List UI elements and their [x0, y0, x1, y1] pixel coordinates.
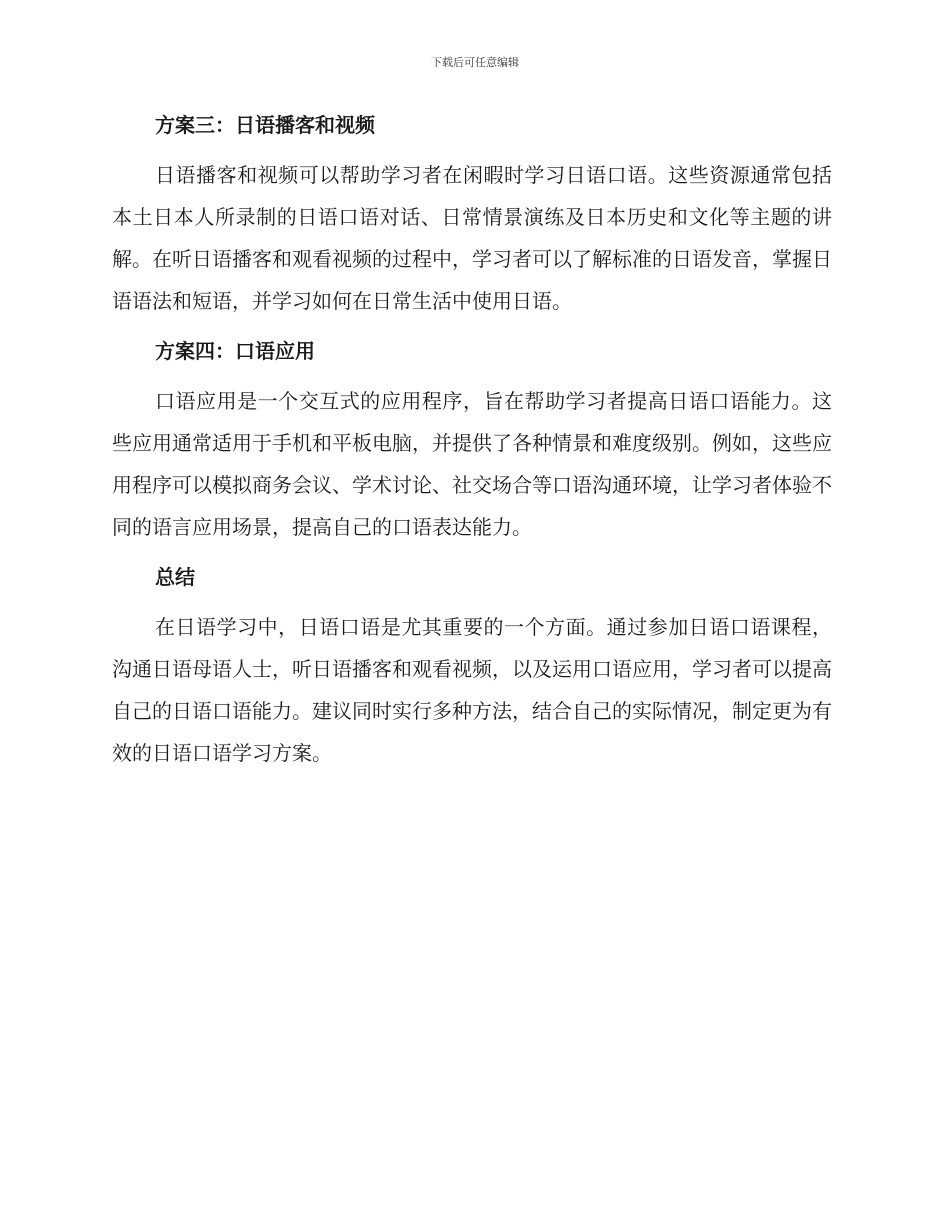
section-heading-summary: 总结 — [155, 565, 195, 589]
section-body-plan-three: 日语播客和视频可以帮助学习者在闲暇时学习日语口语。这些资源通常包括本土日本人所录制的日语口语对话、日常情景演练及日本历史和文化等主题的讲解。在听日语播客和观看视频的过程中，学习者可以了解标准的日语发音，掌握日语语法和短语，并学习如何在日常生活中使用日语。 — [112, 163, 832, 313]
document-body — [112, 110, 832, 788]
section-body-summary: 在日语学习中，日语口语是尤其重要的一个方面。通过参加日语口语课程，沟通日语母语人士，听日语播客和观看视频，以及运用口语应用，学习者可以提高自己的日语口语能力。建议同时实行多种方法，结合自己的实际情况，制定更为有效的日语口语学习方案。 — [112, 615, 832, 765]
section-body-plan-four: 口语应用是一个交互式的应用程序，旨在帮助学习者提高日语口语能力。这些应用通常适用于手机和平板电脑，并提供了各种情景和难度级别。例如，这些应用程序可以模拟商务会议、学术讨论、社交场合等口语沟通环境，让学习者体验不同的语言应用场景，提高自己的口语表达能力。 — [112, 389, 832, 539]
section-heading-plan-four: 方案四：口语应用 — [155, 339, 315, 363]
page-header: 下载后可任意编辑 — [431, 56, 519, 69]
section-heading-plan-three: 方案三：日语播客和视频 — [155, 113, 375, 137]
